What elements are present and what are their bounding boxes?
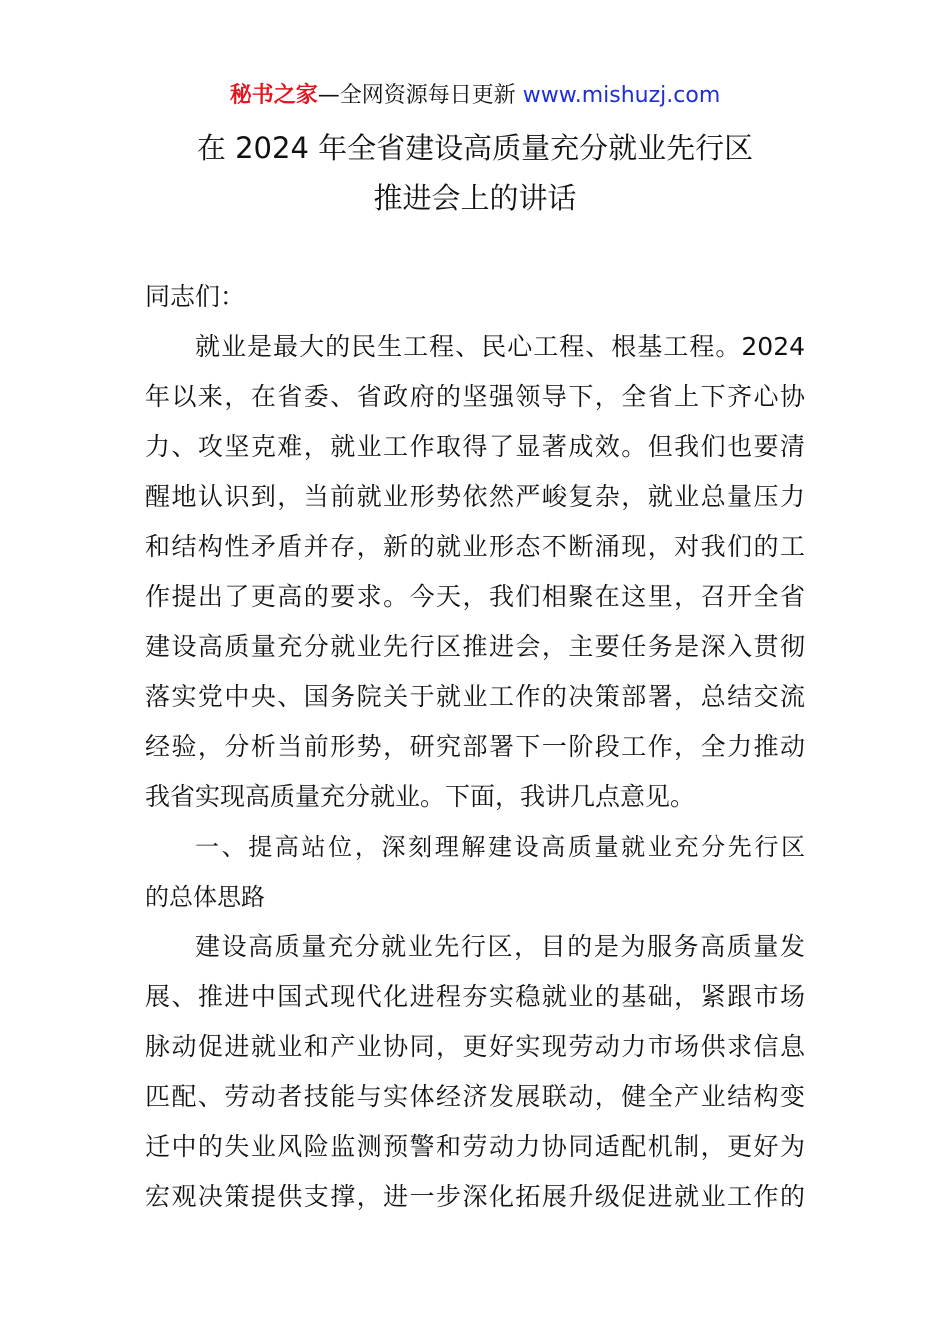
paragraph-line: 迁中的失业风险监测预警和劳动力协同适配机制，更好为 xyxy=(145,1132,805,1161)
paragraph-section-1 xyxy=(145,922,805,1222)
paragraph-line: 建设高质量充分就业先行区，目的是为服务高质量发 xyxy=(195,932,805,961)
paragraph-line: 我省实现高质量充分就业。下面，我讲几点意见。 xyxy=(145,782,696,811)
salutation xyxy=(145,272,805,322)
paragraph-line: 和结构性矛盾并存，新的就业形态不断涌现，对我们的工 xyxy=(145,532,805,561)
document-title-line-2: 推进会上的讲话 xyxy=(373,181,577,215)
brand-name: 秘书之家 xyxy=(229,83,318,108)
paragraph-line: 年以来，在省委、省政府的坚强领导下，全省上下齐心协 xyxy=(145,382,805,411)
section-heading-1 xyxy=(145,822,805,922)
section-heading-line: 一、提高站位，深刻理解建设高质量就业充分先行区 xyxy=(195,833,805,861)
paragraph-line: 力、攻坚克难，就业工作取得了显著成效。但我们也要清 xyxy=(145,432,805,461)
header-tagline: —全网资源每日更新 xyxy=(317,83,523,108)
site-header xyxy=(0,80,950,112)
paragraph-line: 作提出了更高的要求。今天，我们相聚在这里，召开全省 xyxy=(145,582,805,611)
salutation-text: 同志们： xyxy=(145,282,246,311)
paragraph-line: 宏观决策提供支撑，进一步深化拓展升级促进就业工作的 xyxy=(145,1182,805,1211)
document-title-line-1: 在 2024 年全省建设高质量充分就业先行区 xyxy=(196,131,754,165)
site-url-link[interactable]: www.mishuzj.com xyxy=(522,83,721,108)
paragraph-line: 脉动促进就业和产业协同，更好实现劳动力市场供求信息 xyxy=(145,1032,805,1061)
paragraph-line: 经验，分析当前形势，研究部署下一阶段工作，全力推动 xyxy=(145,732,805,761)
paragraph-line: 匹配、劳动者技能与实体经济发展联动，健全产业结构变 xyxy=(145,1082,805,1111)
paragraph-line: 醒地认识到，当前就业形势依然严峻复杂，就业总量压力 xyxy=(145,482,805,511)
paragraph-line: 建设高质量充分就业先行区推进会，主要任务是深入贯彻 xyxy=(145,632,805,661)
paragraph-line: 落实党中央、国务院关于就业工作的决策部署，总结交流 xyxy=(145,682,805,711)
paragraph-line: 就业是最大的民生工程、民心工程、根基工程。2024 xyxy=(195,332,805,361)
paragraph-intro xyxy=(145,322,805,822)
paragraph-line: 展、推进中国式现代化进程夯实稳就业的基础，紧跟市场 xyxy=(145,982,805,1011)
section-heading-line: 的总体思路 xyxy=(145,883,265,911)
